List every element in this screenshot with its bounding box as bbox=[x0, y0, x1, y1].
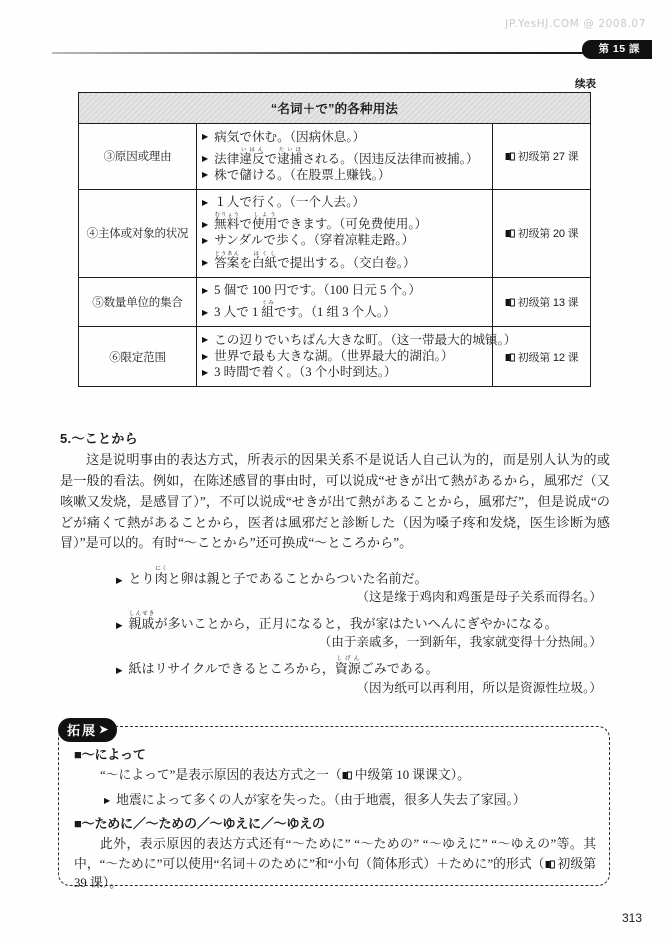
table-cell-category: ③原因或理由 bbox=[79, 124, 197, 190]
table-cell-reference bbox=[493, 189, 591, 277]
bullet-triangle-icon: ▶ bbox=[202, 197, 209, 207]
ruby-text: 違反いはん bbox=[239, 146, 265, 166]
table-cell-examples bbox=[197, 327, 517, 387]
example-translation-cn: （这是缘于鸡肉和鸡蛋是母子关系而得名。） bbox=[356, 590, 602, 605]
ruby-text: 親戚しんせき bbox=[128, 611, 155, 632]
section-5-examples bbox=[60, 566, 610, 701]
extension-item2-text-pre: 此外，表示原因的表达方式还有“～ために” “～ための” “～ゆえに” “～ゆえの”等。其中，“～ために”可以使用“名词＋のために”和“小句（简体形式）＋ために”的形式（ bbox=[74, 836, 596, 871]
example-text: とり肉にくと卵は親と子であることからついた名前だ。 bbox=[128, 566, 428, 586]
bullet-triangle-icon: ▶ bbox=[202, 219, 209, 229]
example-line bbox=[202, 169, 487, 183]
table-row bbox=[79, 124, 591, 190]
example-line bbox=[202, 332, 517, 348]
example-line bbox=[202, 234, 487, 248]
reference-text: 初级第 20 课 bbox=[517, 228, 579, 241]
table-body bbox=[79, 124, 591, 387]
example-text: 紙はリサイクルできるところから，資源しげんごみである。 bbox=[128, 656, 439, 677]
book-icon bbox=[545, 860, 556, 869]
bullet-triangle-icon: ▶ bbox=[202, 258, 209, 268]
example-text: １人で行く。（一个人去。） bbox=[214, 195, 366, 210]
bullet-triangle-icon: ▶ bbox=[202, 367, 209, 377]
bullet-triangle-icon: ▶ bbox=[202, 351, 209, 361]
ruby-text: 資源しげん bbox=[334, 656, 361, 677]
table-row bbox=[79, 327, 591, 387]
book-icon bbox=[505, 152, 516, 161]
example-translation-cn: （因为纸可以再利用，所以是资源性垃圾。） bbox=[356, 680, 602, 695]
example-line bbox=[202, 212, 487, 232]
extension-item1-heading: ■～によって bbox=[74, 747, 146, 762]
example-line bbox=[202, 350, 487, 364]
furigana: いはん bbox=[239, 146, 265, 153]
site-watermark: JP.YesHJ.COM @ 2008.07 bbox=[505, 18, 646, 30]
bullet-triangle-icon: ▶ bbox=[202, 132, 209, 142]
extension-item2-heading: ■～ために／～ための／～ゆえに／～ゆえの bbox=[74, 815, 325, 831]
ruby-text: 使用しよう bbox=[251, 212, 278, 232]
bullet-triangle-icon: ▶ bbox=[202, 335, 209, 345]
extension-item1-example bbox=[104, 789, 596, 808]
reference-text: 初级第 12 课 bbox=[517, 351, 579, 364]
example-line bbox=[202, 284, 487, 298]
section-5-paragraph: 这是说明事由的表达方式，所表示的因果关系不是说话人自己认为的，而是别人认为的或是一般的看法。例如，在陈述感冒的事由时，可以说成“せきが出て熱があるから，風邪だ（又咳嗽又发烧，是感冒了）”，不可以说成“せきが出て熱があることから，風邪だ”，但是说成“のどが痛くて熱があることから，医者は風邪だと診断した（因为嗓子疼和发烧，医生诊断为感冒）”是可以的。有时“～ことから”还可换成“～ところから”。 bbox=[60, 452, 610, 551]
section-5-heading: 5.～ことから bbox=[60, 431, 138, 446]
table-cell-category: ⑤数量单位的集合 bbox=[79, 277, 197, 327]
table-cell-category: ④主体或对象的状况 bbox=[79, 189, 197, 277]
example-line bbox=[202, 366, 487, 380]
example-text: この辺りでいちばん大きな町。（这一带最大的城镇。） bbox=[214, 332, 517, 347]
furigana: とうあん bbox=[214, 250, 240, 257]
ruby-text: 肉にく bbox=[154, 566, 168, 586]
ruby-text: 答案とうあん bbox=[214, 250, 240, 270]
furigana: たいほ bbox=[277, 146, 303, 153]
header-rule bbox=[52, 52, 616, 54]
example-sentence-jp bbox=[116, 566, 610, 587]
bullet-triangle-icon: ▶ bbox=[202, 307, 209, 317]
extension-item2-paragraph bbox=[74, 835, 596, 894]
furigana: しよう bbox=[251, 212, 278, 219]
book-icon bbox=[505, 229, 516, 238]
furigana: にく bbox=[154, 566, 168, 572]
bullet-triangle-icon: ▶ bbox=[116, 665, 123, 676]
example-text: 無料むりょうで使用しようできます。（可免费使用。） bbox=[214, 212, 428, 232]
example-line bbox=[202, 131, 487, 145]
table-row bbox=[79, 277, 591, 327]
example-sentence-jp bbox=[116, 611, 610, 632]
bullet-triangle-icon: ▶ bbox=[202, 285, 209, 295]
bullet-triangle-icon: ▶ bbox=[104, 795, 111, 805]
table-row bbox=[79, 189, 591, 277]
example-text: 答案とうあんを白紙はくしで提出する。（交白卷。） bbox=[214, 250, 416, 270]
extension-item2-text-post: ）。 bbox=[102, 876, 122, 891]
example-translation-cn: （由于亲戚多，一到新年，我家就变得十分热闹。） bbox=[318, 635, 602, 650]
page-number: 313 bbox=[621, 911, 642, 925]
extension-badge-label: 拓展 bbox=[67, 723, 98, 738]
table-cell-examples bbox=[197, 124, 493, 190]
table-title: “名词＋で”的各种用法 bbox=[79, 93, 591, 124]
example-text: 法律違反いはんで逮捕たいほされる。（因违反法律而被捕。） bbox=[214, 146, 479, 166]
furigana: しげん bbox=[334, 656, 361, 663]
ruby-text: 無料むりょう bbox=[214, 212, 240, 232]
example-text: 5 個で 100 円です。（100 日元 5 个。） bbox=[214, 283, 421, 298]
lesson-tab: 第 15 課 bbox=[582, 40, 652, 59]
example-text: 世界で最も大きな湖。（世界最大的湖泊。） bbox=[214, 348, 454, 363]
extension-item2-ref: 初级第 39 课 bbox=[74, 856, 596, 891]
bullet-triangle-icon: ▶ bbox=[202, 236, 209, 246]
table-cell-reference bbox=[493, 124, 591, 190]
furigana: はくし bbox=[251, 250, 278, 257]
bullet-triangle-icon: ▶ bbox=[202, 170, 209, 180]
table-cell-examples bbox=[197, 277, 493, 327]
example-text: 株で儲ける。（在股票上赚钱。） bbox=[214, 167, 391, 182]
extension-content bbox=[74, 744, 596, 897]
bullet-triangle-icon: ▶ bbox=[202, 154, 209, 164]
example-text: サンダルで歩く。（穿着凉鞋走路。） bbox=[214, 233, 415, 248]
example-line bbox=[202, 251, 487, 271]
furigana: くみ bbox=[261, 300, 274, 307]
example-text: 病気で休む。（因病休息。） bbox=[214, 129, 366, 144]
example-text: 3 時間で着く。（3 个小时到达。） bbox=[214, 365, 397, 380]
ruby-text: 組くみ bbox=[261, 300, 274, 320]
example-text: 親戚しんせきが多いことから，正月になると，我が家はたいへんにぎやかになる。 bbox=[128, 611, 558, 632]
book-icon bbox=[342, 771, 353, 780]
bullet-triangle-icon: ▶ bbox=[116, 619, 123, 630]
example-sentence-jp bbox=[116, 656, 610, 677]
bullet-triangle-icon: ▶ bbox=[116, 574, 123, 585]
book-icon bbox=[505, 298, 516, 307]
extension-item1-ref: 中级第 10 课课文 bbox=[354, 768, 451, 782]
ruby-text: 逮捕たいほ bbox=[277, 146, 303, 166]
example-line bbox=[202, 196, 487, 210]
ruby-text: 白紙はくし bbox=[251, 250, 278, 270]
furigana: むりょう bbox=[214, 212, 240, 219]
book-icon bbox=[505, 353, 516, 362]
table-header-row bbox=[79, 93, 591, 124]
arrow-icon: ➤ bbox=[99, 724, 109, 736]
extension-badge bbox=[58, 718, 117, 742]
continued-table-label: 续表 bbox=[575, 78, 596, 90]
extension-box bbox=[58, 718, 610, 891]
extension-item1-example-text: 地震によって多くの人が家を失った。（由于地震，很多人失去了家园。） bbox=[116, 792, 526, 807]
extension-item1-text-pre: “～によって”是表示原因的表达方式之一（ bbox=[100, 768, 342, 782]
table-cell-examples bbox=[197, 189, 493, 277]
extension-item1-text-post: ）。 bbox=[450, 768, 470, 782]
example-line bbox=[202, 300, 487, 320]
grammar-usage-table bbox=[78, 92, 591, 387]
reference-text: 初级第 13 课 bbox=[517, 297, 579, 309]
reference-text: 初级第 27 课 bbox=[517, 151, 579, 164]
table-cell-category: ⑥限定范围 bbox=[79, 327, 197, 387]
example-text: 3 人で 1 組くみです。（1 组 3 个人。） bbox=[214, 300, 396, 320]
extension-item1-paragraph bbox=[74, 766, 596, 786]
table-cell-reference bbox=[493, 277, 591, 327]
furigana: しんせき bbox=[128, 611, 155, 618]
example-line bbox=[202, 147, 487, 167]
